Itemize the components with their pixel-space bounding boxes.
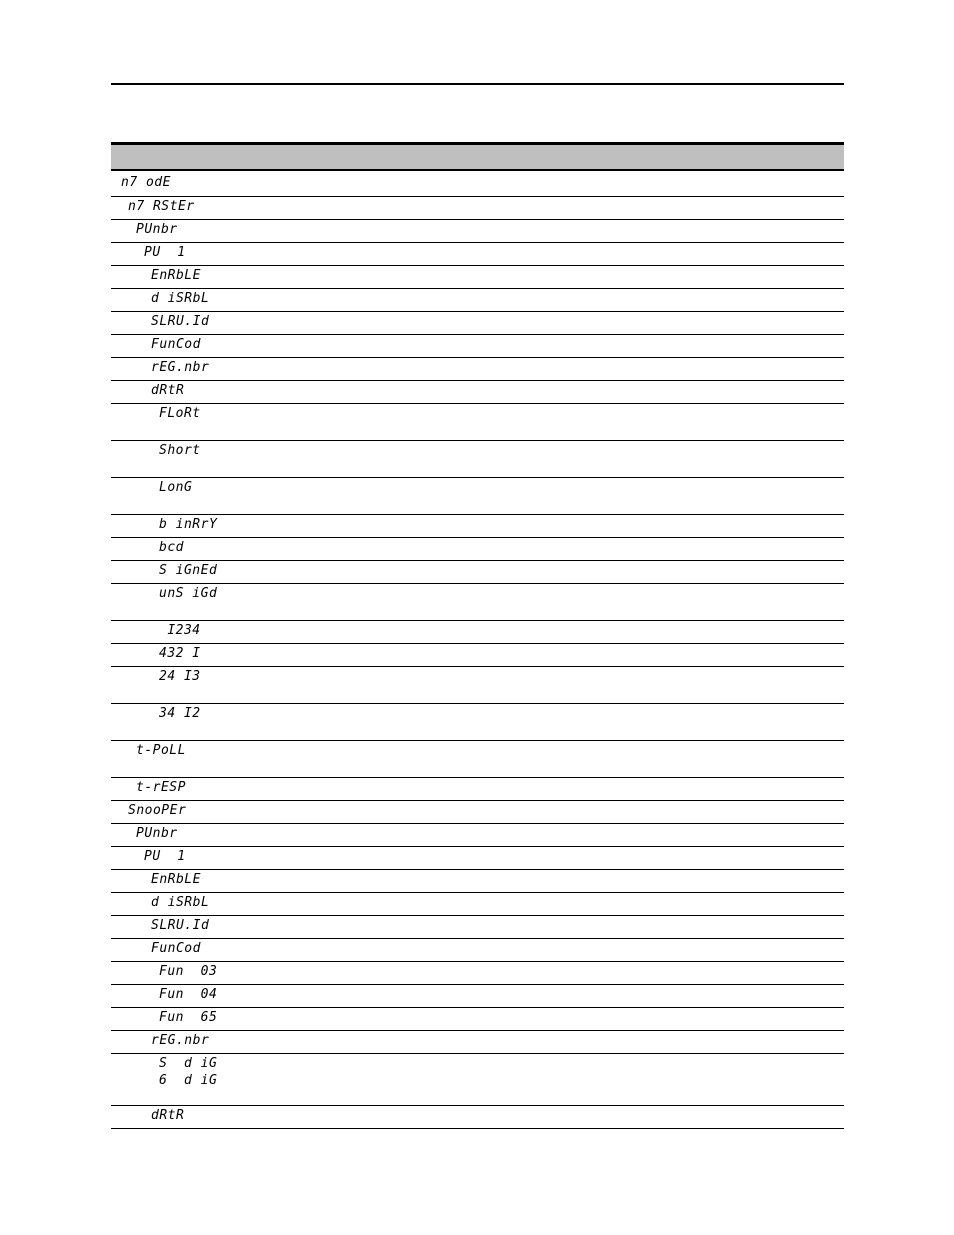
table-row: [111, 870, 844, 893]
table-row: [111, 893, 844, 916]
menu-code: FunCod: [151, 337, 201, 352]
menu-code-secondary: 6 d iG: [159, 1073, 218, 1088]
table-row: [111, 778, 844, 801]
menu-code: S d iG: [159, 1056, 218, 1071]
menu-code: n7 RStEr: [128, 199, 195, 214]
table-row: [111, 916, 844, 939]
table-row: [111, 801, 844, 824]
menu-code: bcd: [159, 540, 184, 555]
menu-code: 24 I3: [159, 669, 201, 684]
menu-code: SnooPEr: [128, 803, 187, 818]
table-row: [111, 584, 844, 621]
table-row: [111, 621, 844, 644]
table-header-bar: [111, 142, 844, 171]
table-row: [111, 335, 844, 358]
menu-code: 432 I: [159, 646, 201, 661]
menu-code: d iSRbL: [151, 895, 210, 910]
menu-code: PUnbr: [136, 826, 178, 841]
menu-code: dRtR: [151, 383, 185, 398]
table-row: [111, 667, 844, 704]
table-row: [111, 644, 844, 667]
table-row: [111, 985, 844, 1008]
menu-code: Short: [159, 443, 201, 458]
table-row: [111, 220, 844, 243]
table-row: [111, 312, 844, 335]
menu-code: SLRU.Id: [151, 314, 210, 329]
menu-code: rEG.nbr: [151, 360, 210, 375]
menu-code: I234: [159, 623, 201, 638]
table-row: [111, 197, 844, 220]
menu-code: rEG.nbr: [151, 1033, 210, 1048]
table-row: [111, 939, 844, 962]
menu-code: b inRrY: [159, 517, 218, 532]
menu-code: d iSRbL: [151, 291, 210, 306]
menu-code: dRtR: [151, 1108, 185, 1123]
menu-code: FLoRt: [159, 406, 201, 421]
menu-code: Fun 03: [159, 964, 218, 979]
menu-code: PU 1: [144, 849, 186, 864]
menu-code: Fun 04: [159, 987, 218, 1002]
table-row: [111, 404, 844, 441]
menu-code: t-rESP: [136, 780, 186, 795]
table-row: [111, 1054, 844, 1106]
menu-code: EnRbLE: [151, 268, 201, 283]
table-row: [111, 824, 844, 847]
table-row: [111, 478, 844, 515]
table-row: [111, 704, 844, 741]
table-row: [111, 358, 844, 381]
top-rule: [111, 83, 844, 85]
menu-code: EnRbLE: [151, 872, 201, 887]
menu-code: Fun 65: [159, 1010, 218, 1025]
menu-code: PU 1: [144, 245, 186, 260]
menu-code: LonG: [159, 480, 193, 495]
table-row: [111, 441, 844, 478]
menu-code: FunCod: [151, 941, 201, 956]
menu-code: unS iGd: [159, 586, 218, 601]
menu-table: [111, 173, 844, 1129]
menu-code: SLRU.Id: [151, 918, 210, 933]
table-row: [111, 1031, 844, 1054]
menu-code: t-PoLL: [136, 743, 186, 758]
table-row: [111, 515, 844, 538]
table-row: [111, 1008, 844, 1031]
table-row: [111, 847, 844, 870]
menu-code: 34 I2: [159, 706, 201, 721]
table-row: [111, 741, 844, 778]
table-row: [111, 381, 844, 404]
table-row: [111, 289, 844, 312]
menu-code: n7 odE: [121, 175, 171, 190]
table-row: [111, 561, 844, 584]
table-row: [111, 243, 844, 266]
table-row: [111, 266, 844, 289]
table-row: [111, 538, 844, 561]
table-row: [111, 962, 844, 985]
table-row: [111, 173, 844, 197]
menu-code: S iGnEd: [159, 563, 218, 578]
menu-code: PUnbr: [136, 222, 178, 237]
table-row: [111, 1106, 844, 1129]
